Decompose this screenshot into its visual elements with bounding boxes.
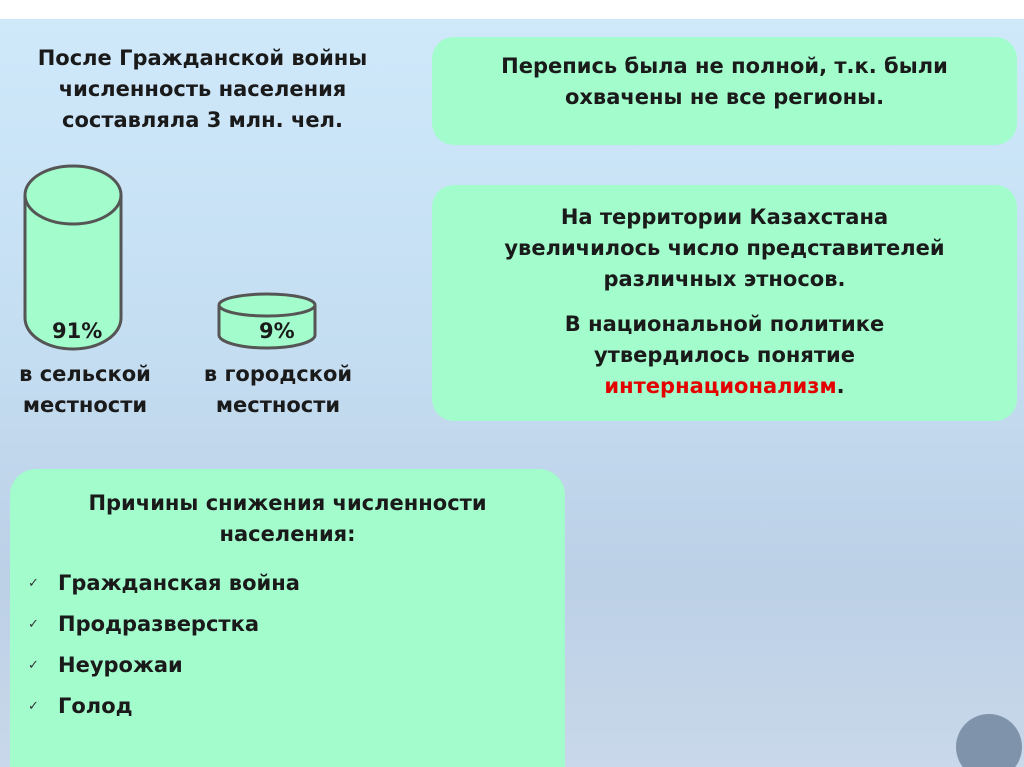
rural-caption bbox=[0, 359, 170, 421]
causes-box bbox=[10, 469, 565, 767]
ethnos-note-box bbox=[432, 185, 1017, 421]
urban-percent: 9% bbox=[259, 319, 295, 343]
internationalism-term: интернационализм bbox=[604, 374, 837, 398]
intro-line: численность населения bbox=[58, 77, 347, 101]
ethnos-line: утвердилось понятие bbox=[593, 343, 855, 367]
ethnos-highlight-line bbox=[432, 371, 1017, 402]
checkmark-icon: ✓ bbox=[28, 699, 39, 714]
cause-label: Гражданская война bbox=[58, 571, 300, 595]
corner-decoration-circle bbox=[956, 714, 1022, 767]
slide bbox=[0, 19, 1024, 767]
rural-caption-line: в сельской bbox=[19, 362, 151, 386]
ethnos-line: увеличилось число представителей bbox=[504, 236, 945, 260]
list-item bbox=[28, 686, 300, 727]
list-item bbox=[28, 604, 300, 645]
checkmark-icon: ✓ bbox=[28, 617, 39, 632]
census-line: Перепись была не полной, т.к. были bbox=[501, 54, 948, 78]
causes-title-line: населения: bbox=[219, 522, 356, 546]
intro-text bbox=[0, 43, 405, 136]
intro-line: составляла 3 млн. чел. bbox=[62, 108, 343, 132]
causes-list bbox=[28, 563, 300, 727]
cause-label: Неурожаи bbox=[58, 653, 183, 677]
ethnos-line: В национальной политике bbox=[564, 312, 885, 336]
urban-caption bbox=[188, 359, 368, 421]
ethnos-line: различных этносов. bbox=[603, 267, 846, 291]
list-item bbox=[28, 563, 300, 604]
checkmark-icon: ✓ bbox=[28, 658, 39, 673]
census-line: охвачены не все регионы. bbox=[564, 85, 885, 109]
rural-caption-line: местности bbox=[22, 393, 148, 417]
checkmark-icon: ✓ bbox=[28, 576, 39, 591]
cause-label: Голод bbox=[58, 694, 133, 718]
ethnos-period: . bbox=[836, 374, 845, 398]
cause-label: Продразверстка bbox=[58, 612, 260, 636]
intro-line: После Гражданской войны bbox=[37, 46, 368, 70]
urban-caption-line: в городской bbox=[203, 362, 353, 386]
census-note-box bbox=[432, 37, 1017, 145]
list-item bbox=[28, 645, 300, 686]
rural-percent: 91% bbox=[52, 319, 103, 343]
ethnos-line: На территории Казахстана bbox=[560, 205, 889, 229]
causes-title-line: Причины снижения численности bbox=[88, 491, 487, 515]
causes-title bbox=[10, 488, 565, 550]
urban-caption-line: местности bbox=[215, 393, 341, 417]
